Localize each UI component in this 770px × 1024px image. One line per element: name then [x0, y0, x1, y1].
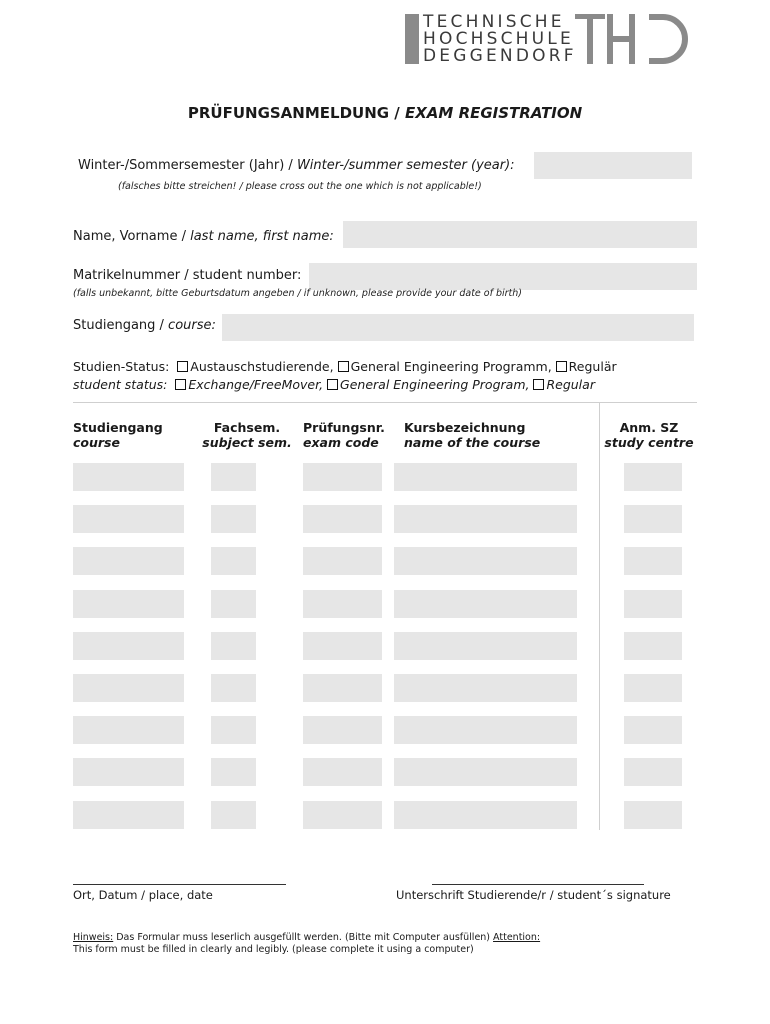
- col-header-course-name-en: name of the course: [404, 435, 541, 450]
- row-5-subject-sem-field[interactable]: [211, 632, 256, 660]
- row-8-exam-code-field[interactable]: [303, 758, 382, 786]
- status-option-exchange-de: Austauschstudierende,: [190, 359, 334, 374]
- col-header-subject-sem-de: Fachsem.: [213, 420, 281, 435]
- place-date-line: [73, 884, 286, 885]
- row-2-course-field[interactable]: [73, 505, 184, 533]
- row-7-course-field[interactable]: [73, 716, 184, 744]
- checkbox-exchange-en[interactable]: [175, 379, 186, 390]
- col-header-course-name-de: Kursbezeichnung: [404, 420, 526, 435]
- semester-note: (falsches bitte streichen! / please cross out the one which is not applicable!): [118, 181, 482, 192]
- hinweis-text: Das Formular muss leserlich ausgefüllt werden. (Bitte mit Computer ausfüllen): [113, 932, 494, 943]
- row-9-exam-code-field[interactable]: [303, 801, 382, 829]
- logo-bar: [405, 14, 419, 64]
- semester-label-en: Winter-/summer semester (year):: [296, 158, 515, 173]
- student-signature-line: [432, 884, 644, 885]
- status-option-general-engineering-en: General Engineering Program,: [340, 377, 530, 392]
- row-6-subject-sem-field[interactable]: [211, 674, 256, 702]
- row-1-course-name-field[interactable]: [394, 463, 577, 491]
- row-1-exam-code-field[interactable]: [303, 463, 382, 491]
- col-header-study-centre-en: study centre: [604, 435, 694, 450]
- row-3-course-name-field[interactable]: [394, 547, 577, 575]
- place-date-label: Ort, Datum / place, date: [73, 888, 213, 902]
- col-header-course-en: course: [73, 435, 120, 450]
- checkbox-regular-de[interactable]: [556, 361, 567, 372]
- table-top-divider: [73, 402, 697, 403]
- row-6-course-name-field[interactable]: [394, 674, 577, 702]
- row-4-study-centre-field[interactable]: [624, 590, 682, 618]
- status-option-general-engineering-de: General Engineering Programm,: [350, 359, 552, 374]
- row-4-exam-code-field[interactable]: [303, 590, 382, 618]
- matrikel-field[interactable]: [309, 263, 697, 290]
- footer-line-1: [73, 932, 540, 944]
- row-4-course-field[interactable]: [73, 590, 184, 618]
- row-9-subject-sem-field[interactable]: [211, 801, 256, 829]
- row-1-subject-sem-field[interactable]: [211, 463, 256, 491]
- checkbox-general-engineering-de[interactable]: [338, 361, 349, 372]
- row-7-exam-code-field[interactable]: [303, 716, 382, 744]
- attention-label: Attention:: [493, 932, 541, 943]
- checkbox-exchange-de[interactable]: [177, 361, 188, 372]
- row-8-subject-sem-field[interactable]: [211, 758, 256, 786]
- row-3-study-centre-field[interactable]: [624, 547, 682, 575]
- footer-line-2: This form must be filled in clearly and legibly. (please complete it using a computer): [73, 944, 474, 955]
- col-header-study-centre: [600, 420, 698, 450]
- logo-line-2: HOCHSCHULE: [423, 29, 574, 49]
- row-5-course-field[interactable]: [73, 632, 184, 660]
- col-header-subject-sem: [200, 420, 294, 450]
- name-label-en: last name, first name:: [190, 229, 334, 244]
- footer-note: [73, 932, 540, 956]
- name-label: [73, 229, 334, 244]
- row-6-exam-code-field[interactable]: [303, 674, 382, 702]
- checkbox-regular-en[interactable]: [533, 379, 544, 390]
- row-3-exam-code-field[interactable]: [303, 547, 382, 575]
- row-6-study-centre-field[interactable]: [624, 674, 682, 702]
- row-8-study-centre-field[interactable]: [624, 758, 682, 786]
- logo: [405, 14, 695, 64]
- page-title: [0, 104, 770, 122]
- row-6-course-field[interactable]: [73, 674, 184, 702]
- row-1-study-centre-field[interactable]: [624, 463, 682, 491]
- col-header-exam-code-en: exam code: [303, 435, 379, 450]
- row-1-course-field[interactable]: [73, 463, 184, 491]
- course-label-de: Studiengang /: [73, 318, 169, 333]
- row-5-exam-code-field[interactable]: [303, 632, 382, 660]
- status-row-en: [73, 377, 595, 392]
- hinweis-label: Hinweis:: [73, 932, 114, 943]
- row-2-course-name-field[interactable]: [394, 505, 577, 533]
- row-9-course-name-field[interactable]: [394, 801, 577, 829]
- status-row-de: [73, 359, 617, 374]
- name-label-de: Name, Vorname /: [73, 229, 191, 244]
- col-header-subject-sem-en: subject sem.: [202, 435, 292, 450]
- row-2-exam-code-field[interactable]: [303, 505, 382, 533]
- col-header-exam-code: [303, 420, 385, 450]
- semester-label-de: Winter-/Sommersemester (Jahr) /: [78, 158, 297, 173]
- row-2-subject-sem-field[interactable]: [211, 505, 256, 533]
- semester-label: [78, 158, 515, 173]
- col-header-course-name: [404, 420, 540, 450]
- name-field[interactable]: [343, 221, 697, 248]
- course-label-en: course:: [168, 318, 216, 333]
- status-option-regular-de: Regulär: [568, 359, 617, 374]
- student-signature-label: Unterschrift Studierende/r / student´s signature: [396, 888, 671, 902]
- col-header-exam-code-de: Prüfungsnr.: [303, 420, 385, 435]
- course-field[interactable]: [222, 314, 694, 341]
- course-label: [73, 318, 216, 333]
- status-label-de: Studien-Status:: [73, 359, 170, 374]
- title-main: PRÜFUNGSANMELDUNG /: [187, 104, 405, 122]
- logo-line-1: TECHNISCHE: [423, 12, 565, 32]
- row-7-study-centre-field[interactable]: [624, 716, 682, 744]
- thd-logo-mark: [575, 14, 695, 64]
- row-8-course-name-field[interactable]: [394, 758, 577, 786]
- row-5-course-name-field[interactable]: [394, 632, 577, 660]
- row-3-subject-sem-field[interactable]: [211, 547, 256, 575]
- row-2-study-centre-field[interactable]: [624, 505, 682, 533]
- checkbox-general-engineering-en[interactable]: [327, 379, 338, 390]
- status-option-regular-en: Regular: [546, 377, 595, 392]
- semester-field[interactable]: [534, 152, 692, 179]
- status-label-en: student status:: [73, 377, 168, 392]
- matrikel-label: Matrikelnummer / student number:: [73, 268, 302, 283]
- status-option-exchange-en: Exchange/FreeMover,: [188, 377, 324, 392]
- row-8-course-field[interactable]: [73, 758, 184, 786]
- table-column-divider: [599, 402, 600, 830]
- col-header-course-de: Studiengang: [73, 420, 163, 435]
- row-9-study-centre-field[interactable]: [624, 801, 682, 829]
- row-7-course-name-field[interactable]: [394, 716, 577, 744]
- col-header-course: [73, 420, 163, 450]
- row-4-subject-sem-field[interactable]: [211, 590, 256, 618]
- row-4-course-name-field[interactable]: [394, 590, 577, 618]
- matrikel-note: (falls unbekannt, bitte Geburtsdatum angeben / if unknown, please provide your date of birth): [73, 288, 523, 299]
- row-5-study-centre-field[interactable]: [624, 632, 682, 660]
- row-9-course-field[interactable]: [73, 801, 184, 829]
- logo-line-3: DEGGENDORF: [423, 46, 577, 66]
- row-7-subject-sem-field[interactable]: [211, 716, 256, 744]
- row-3-course-field[interactable]: [73, 547, 184, 575]
- title-italic: EXAM REGISTRATION: [405, 104, 583, 122]
- col-header-study-centre-de: Anm. SZ: [619, 420, 679, 435]
